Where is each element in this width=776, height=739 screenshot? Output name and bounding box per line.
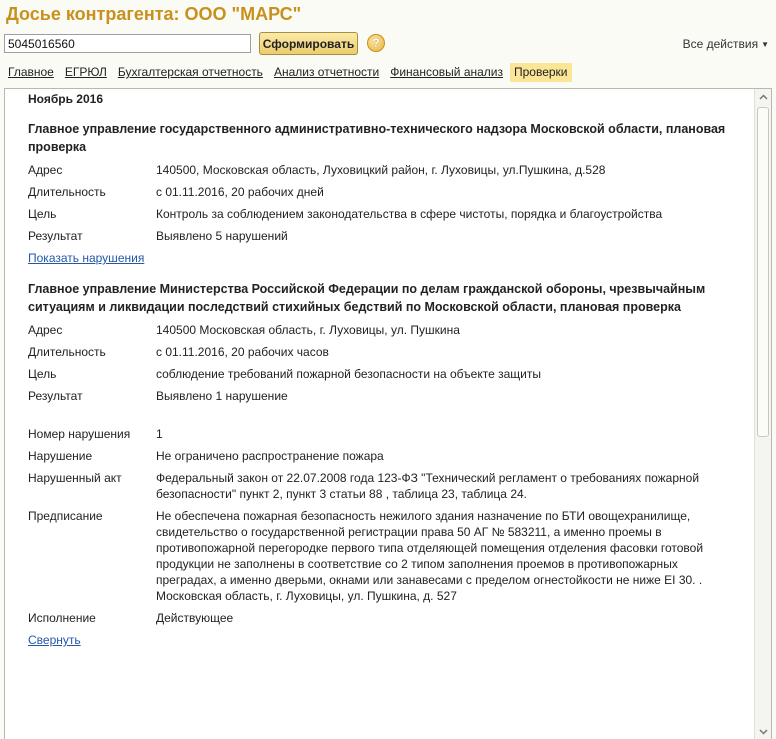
inspection-goal-row: [28, 206, 755, 222]
violation-number-value: 1: [156, 427, 163, 441]
tab-accounting[interactable]: Бухгалтерская отчетность: [117, 65, 263, 79]
order-label: Предписание: [28, 509, 103, 523]
goal-label: Цель: [28, 367, 57, 381]
scrollbar-thumb[interactable]: [757, 107, 769, 437]
order-value: Не обеспечена пожарная безопасность нежилого здания назначение по БТИ овощехранилище, свидетельство о государственной регистрации права 50 АГ № 583211, а именно проемы в противопожарной перегородке первого типа отделяющей помещения отделения фасовки готовой продукции не заполнены в соответствие со 2 типом заполнения проемов в противопожарных преградах, а именно дверьми, окнами или занавесами с пределом огнестойкости не ниже EI 30. . Московская область, г. Луховицы, ул. Пушкина, д. 527: [156, 509, 704, 603]
inspection-result-row: [28, 388, 755, 404]
tab-report-analysis[interactable]: Анализ отчетности: [273, 65, 380, 79]
all-actions-menu[interactable]: [683, 37, 769, 51]
violated-act-row: [28, 470, 755, 502]
inspections-content: [5, 89, 755, 739]
result-label: Результат: [28, 229, 83, 243]
inspections-panel: [4, 88, 772, 739]
address-label: Адрес: [28, 163, 63, 177]
inspection-result-row: [28, 228, 755, 244]
inspection-address-row: [28, 162, 755, 178]
all-actions-label: Все действия: [682, 37, 759, 51]
execution-value: Действующее: [156, 611, 234, 625]
address-label: Адрес: [28, 323, 63, 337]
duration-value: с 01.11.2016, 20 рабочих дней: [156, 185, 324, 199]
tab-inspections[interactable]: Проверки: [510, 63, 572, 82]
generate-button[interactable]: Сформировать: [259, 32, 358, 55]
tab-financial-analysis[interactable]: Финансовый анализ: [390, 65, 503, 79]
violation-number-row: [28, 426, 755, 442]
page-title: Досье контрагента: ООО "МАРС": [6, 4, 302, 24]
violation-row: [28, 448, 755, 464]
spacer: [28, 404, 755, 420]
duration-label: Длительность: [28, 345, 106, 359]
goal-value: Контроль за соблюдением законодательства в сфере чистоты, порядка и благоустройства: [156, 207, 663, 221]
inspection-org-title: Главное управление государственного административно-технического надзора Московской области, плановая проверка: [28, 122, 726, 154]
inn-input[interactable]: 5045016560: [4, 34, 251, 53]
result-label: Результат: [28, 389, 83, 403]
result-value: Выявлено 5 нарушений: [156, 229, 288, 243]
execution-row: [28, 610, 755, 626]
goal-value: соблюдение требований пожарной безопасности на объекте защиты: [156, 367, 541, 381]
violation-label: Нарушение: [28, 449, 93, 463]
address-value: 140500, Московская область, Луховицкий район, г. Луховицы, ул.Пушкина, д.528: [156, 163, 606, 177]
chevron-down-icon: ▼: [761, 40, 769, 49]
scroll-up-icon[interactable]: [758, 92, 769, 103]
result-value: Выявлено 1 нарушение: [156, 389, 288, 403]
tab-bar: [4, 63, 575, 82]
tab-main[interactable]: Главное: [8, 65, 54, 79]
tab-egrul[interactable]: ЕГРЮЛ: [64, 65, 107, 79]
inspection-org-title: Главное управление Министерства Российской Федерации по делам гражданской обороны, чрезвычайным ситуациям и ликвидации последствий стихийных бедствий по Московской области, плановая проверка: [28, 282, 706, 314]
show-violations-link[interactable]: Показать нарушения: [28, 251, 145, 265]
address-value: 140500 Московская область, г. Луховицы, ул. Пушкина: [156, 323, 460, 337]
violated-act-value: Федеральный закон от 22.07.2008 года 123-ФЗ "Технический регламент о требованиях пожарной безопасности" пункт 2, пункт 3 статьи 88 , таблица 23, таблица 24.: [156, 471, 700, 501]
violated-act-label: Нарушенный акт: [28, 471, 122, 485]
collapse-link[interactable]: Свернуть: [28, 633, 81, 647]
violation-value: Не ограничено распространение пожара: [156, 449, 384, 463]
duration-label: Длительность: [28, 185, 106, 199]
goal-label: Цель: [28, 207, 57, 221]
inspection-goal-row: [28, 366, 755, 382]
inspection-address-row: [28, 322, 755, 338]
vertical-scrollbar[interactable]: [754, 89, 771, 739]
scroll-down-icon[interactable]: [758, 726, 769, 737]
inspection-duration-row: [28, 344, 755, 360]
help-icon[interactable]: ?: [367, 34, 385, 52]
inspection-duration-row: [28, 184, 755, 200]
execution-label: Исполнение: [28, 611, 96, 625]
month-heading: Ноябрь 2016: [28, 92, 103, 106]
order-row: [28, 508, 755, 604]
violation-number-label: Номер нарушения: [28, 427, 131, 441]
duration-value: с 01.11.2016, 20 рабочих часов: [156, 345, 329, 359]
